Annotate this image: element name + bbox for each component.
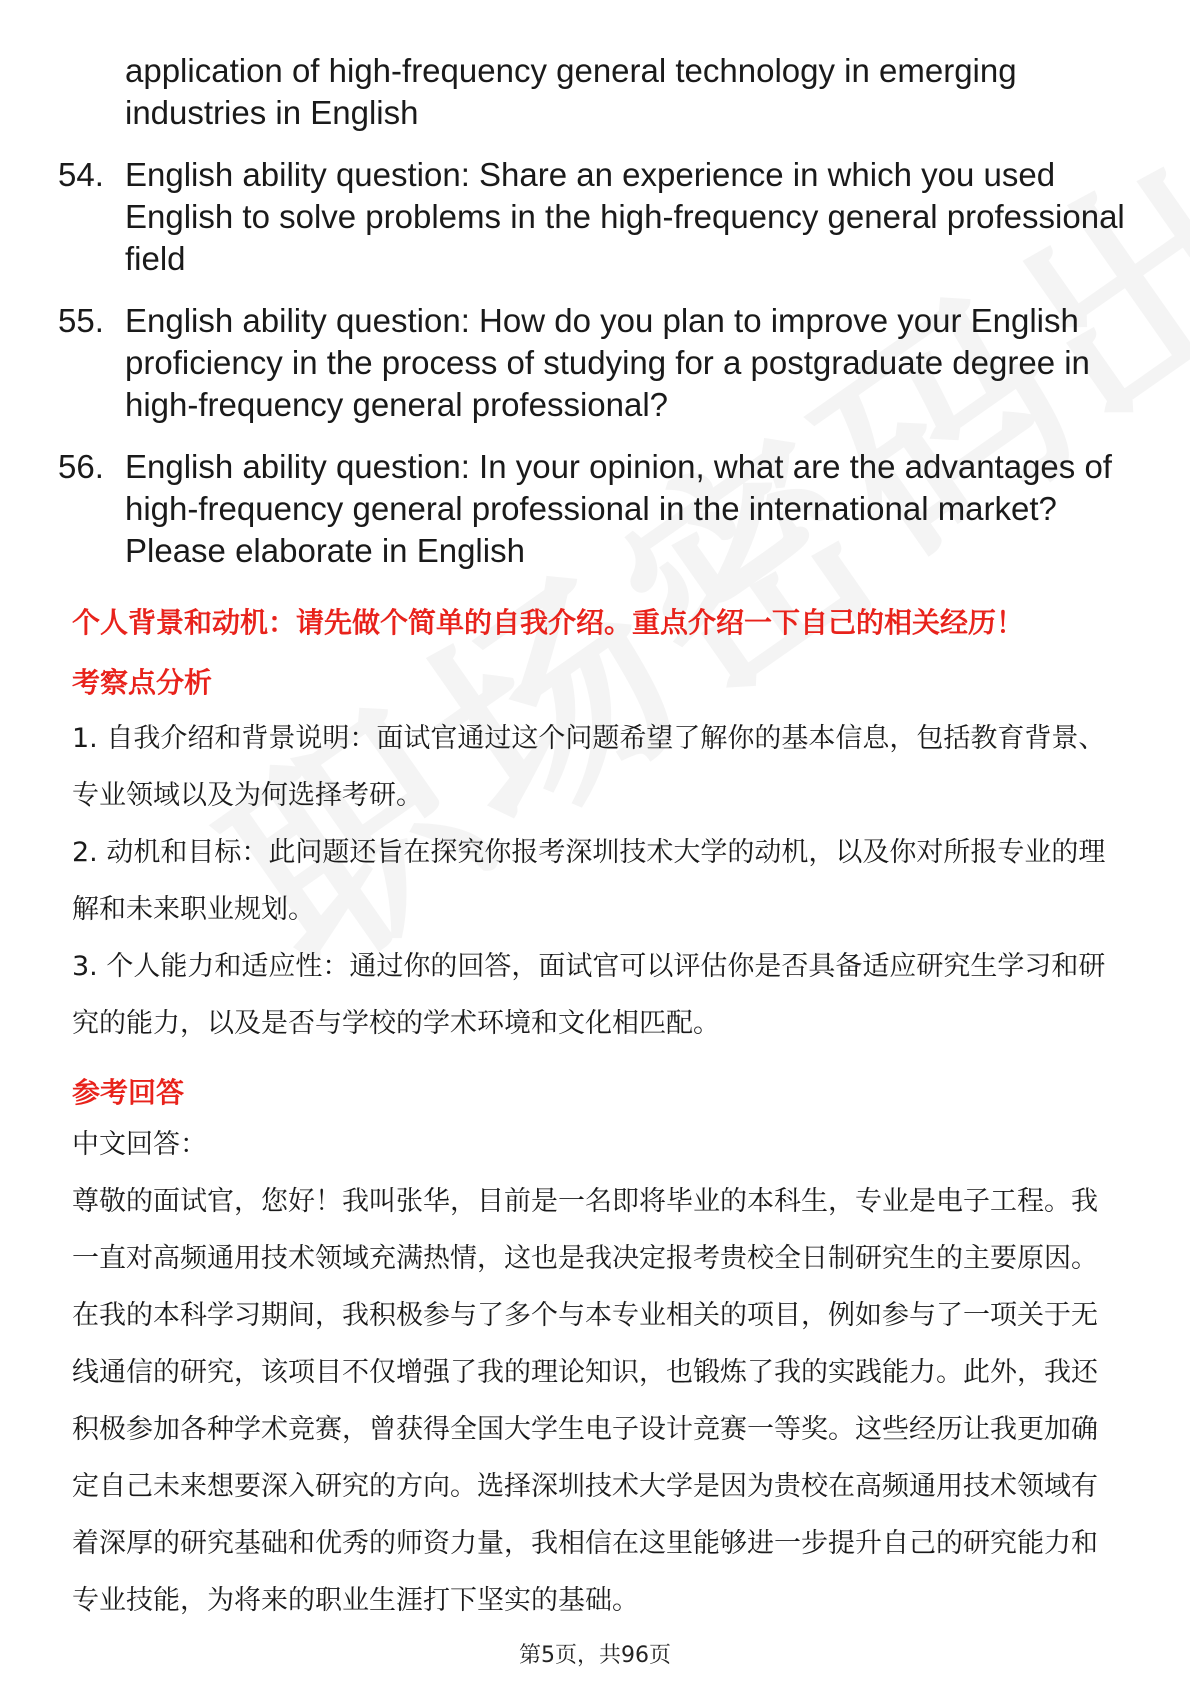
analysis-point-1: 1. 自我介绍和背景说明：面试官通过这个问题希望了解你的基本信息，包括教育背景、专业领域以及为何选择考研。 [72,723,1106,811]
question-text: English ability question: Share an experience in which you used English to solve problems in the high-frequency general professional field [125,156,1125,277]
question-item-54 [58,154,1138,280]
question-number: 56. [58,448,104,485]
question-item-56 [58,446,1138,572]
analysis-point-2: 2. 动机和目标：此问题还旨在探究你报考深圳技术大学的动机，以及你对所报专业的理解和未来职业规划。 [72,837,1106,925]
question-continuation: application of high-frequency general technology in emerging industries in English [125,52,1017,131]
question-text: English ability question: How do you plan to improve your English proficiency in the process of studying for a postgraduate degree in high-frequency general professional? [125,302,1090,423]
analysis-point-3: 3. 个人能力和适应性：通过你的回答，面试官可以评估你是否具备适应研究生学习和研究的能力，以及是否与学校的学术环境和文化相匹配。 [72,951,1106,1039]
question-text: English ability question: In your opinion, what are the advantages of high-frequency general professional in the international market? Please elaborate in English [125,448,1112,569]
english-question-list [58,50,1138,592]
page-number: 第5页，共96页 [519,1643,671,1668]
analysis-heading: 考察点分析 [72,666,213,699]
question-item-55 [58,300,1138,426]
answer-paragraph: 尊敬的面试官，您好！我叫张华，目前是一名即将毕业的本科生，专业是电子工程。我一直对高频通用技术领域充满热情，这也是我决定报考贵校全日制研究生的主要原因。在我的本科学习期间，我积极参与了多个与本专业相关的项目，例如参与了一项关于无线通信的研究，该项目不仅增强了我的理论知识，也锻炼了我的实践能力。此外，我还积极参加各种学术竞赛，曾获得全国大学生电子设计竞赛一等奖。这些经历让我更加确定自己未来想要深入研究的方向。选择深圳技术大学是因为贵校在高频通用技术领域有着深厚的研究基础和优秀的师资力量，我相信在这里能够进一步提升自己的研究能力和专业技能，为将来的职业生涯打下坚实的基础。 [72,1186,1098,1616]
reference-heading: 参考回答 [72,1076,185,1109]
question-number: 54. [58,156,104,193]
chinese-answer-label: 中文回答： [72,1129,207,1160]
question-number: 55. [58,302,104,339]
question-title: 个人背景和动机：请先做个简单的自我介绍。重点介绍一下自己的相关经历！ [72,606,1025,639]
